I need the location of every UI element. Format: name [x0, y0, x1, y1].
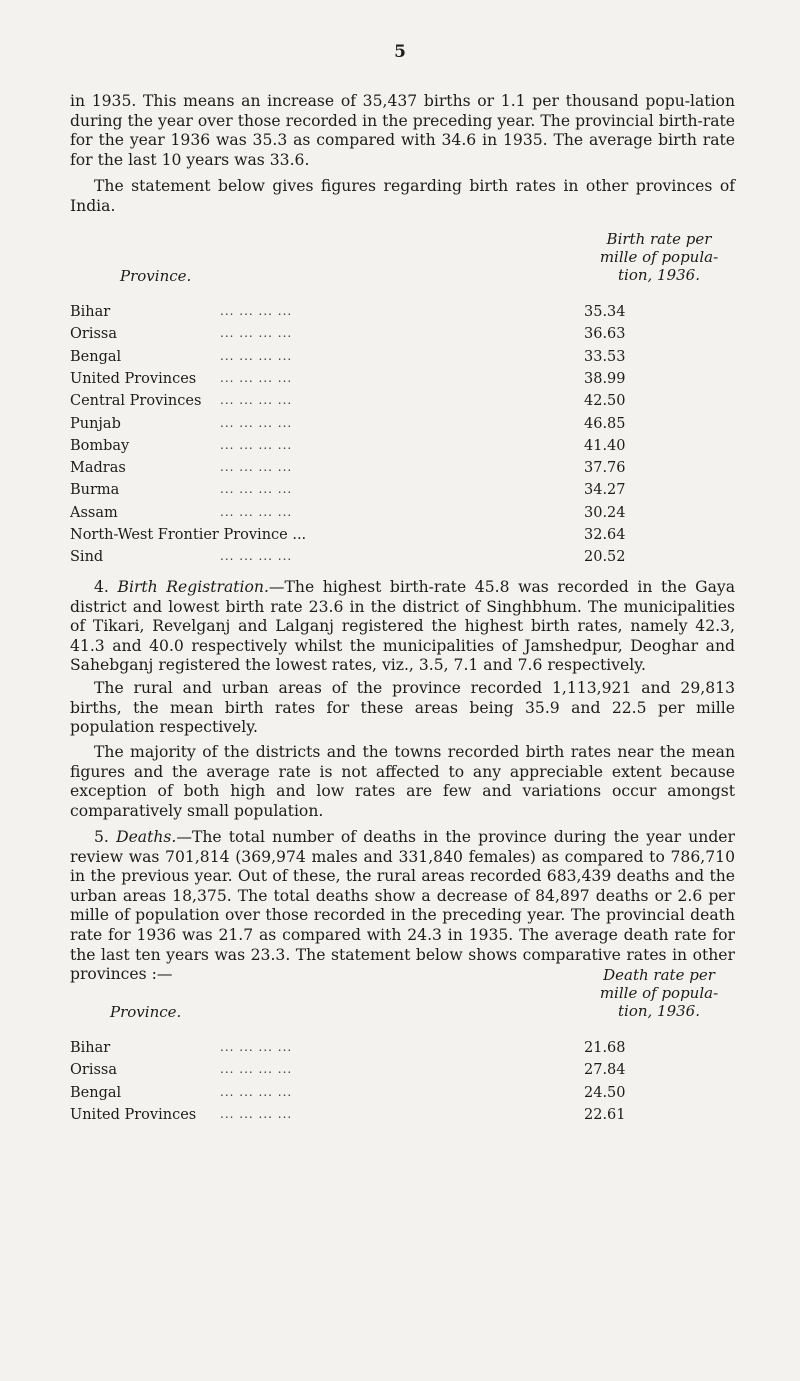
birth-province-name: Central Provinces — [70, 393, 202, 410]
section-5-title: Deaths. — [116, 828, 177, 846]
majority-text: The majority of the districts and the towns recorded birth rates near the mean figures and the average rate is not affected to any appreciable extent because exception of both high and low rates are few and variations occur amongst comparatively small population. — [70, 743, 735, 820]
birth-province-name: Sind — [70, 549, 104, 566]
dot-leader: ... ... ... ... — [220, 549, 293, 564]
death-province-name: Bengal — [70, 1084, 122, 1101]
dot-leader: ... ... ... ... — [220, 437, 293, 452]
birth-header-line-2: mille of popula- — [599, 248, 719, 266]
birth-rate-value: 38.99 — [584, 370, 626, 387]
birth-province-name: Madras — [70, 460, 126, 477]
table-row — [70, 1062, 670, 1084]
birth-province-name: Orissa — [70, 326, 117, 343]
birth-province-name: Bengal — [70, 348, 122, 365]
death-header-line-1: Death rate per — [603, 966, 715, 984]
table-row — [70, 349, 670, 371]
dot-leader: ... ... ... ... — [220, 1106, 293, 1121]
rural-urban-text: The rural and urban areas of the province recorded 1,113,921 and 29,813 births, the mean birth rates for these areas being 35.9 and 22.5 per mille population respectively. — [70, 679, 735, 737]
table-row — [70, 527, 670, 549]
birth-rate-value: 20.52 — [584, 549, 626, 566]
birth-rate-value: 42.50 — [584, 393, 626, 410]
table-row — [70, 482, 670, 504]
table-row — [70, 304, 670, 326]
section-4-text: —The highest birth-rate 45.8 was recorded in the Gaya district and lowest birth rate 23.6 in the district of Singhbhum. The municipalities of Tikari, Revelganj and Lalganj registered the highest birth rates, namely 42.3, 41.3 and 40.0 respectively whilst the municipalities of Jamshedpur, Deoghar and Sahebganj registered the lowest rates, viz., 3.5, 7.1 and 7.6 respectively. — [70, 578, 736, 675]
section-5-paragraph — [70, 828, 735, 985]
birth-rate-value: 32.64 — [584, 527, 626, 543]
birth-province-name: Punjab — [70, 415, 121, 432]
death-table-header-rate — [584, 966, 734, 1020]
death-table-header-province: Province. — [110, 1003, 182, 1021]
section-4-paragraph — [70, 578, 735, 676]
birth-rate-value: 37.76 — [584, 460, 626, 477]
birth-province-name: Bihar — [70, 304, 111, 320]
table-row — [70, 505, 670, 527]
dot-leader: ... ... ... ... — [220, 1084, 293, 1099]
birth-province-name: Assam — [70, 504, 118, 521]
section-5-number: 5. — [94, 828, 109, 846]
birth-header-line-1: Birth rate per — [606, 230, 712, 248]
dot-leader: ... ... ... ... — [220, 482, 293, 497]
birth-rate-value: 33.53 — [584, 348, 626, 365]
table-row — [70, 438, 670, 460]
table-row — [70, 416, 670, 438]
dot-leader: ... ... ... ... — [220, 415, 293, 430]
death-province-name: United Provinces — [70, 1106, 197, 1123]
paragraph-statement — [70, 177, 735, 216]
death-header-line-2: mille of popula- — [599, 984, 719, 1002]
section-4-title: Birth Registration. — [117, 578, 269, 596]
paragraph-rural-urban — [70, 679, 735, 738]
statement-text: The statement below gives figures regarding birth rates in other provinces of India. — [70, 177, 735, 215]
table-row — [70, 1040, 670, 1062]
table-row — [70, 1107, 670, 1129]
table-row — [70, 371, 670, 393]
death-header-line-3: tion, 1936. — [618, 1002, 700, 1020]
birth-province-name: Burma — [70, 482, 120, 499]
birth-rate-value: 46.85 — [584, 415, 626, 432]
death-province-name: Orissa — [70, 1062, 117, 1079]
dot-leader: ... ... ... ... — [220, 504, 293, 519]
paragraph-majority — [70, 743, 735, 821]
birth-rate-value: 41.40 — [584, 437, 626, 454]
dot-leader: ... ... ... ... — [220, 370, 293, 385]
section-4-number: 4. — [94, 578, 109, 596]
birth-rate-value: 34.27 — [584, 482, 626, 499]
table-row — [70, 393, 670, 415]
dot-leader: ... ... ... ... — [220, 1040, 293, 1054]
birth-province-name: United Provinces — [70, 370, 197, 387]
birth-rate-value: 30.24 — [584, 504, 626, 521]
birth-rate-value: 36.63 — [584, 326, 626, 343]
dot-leader: ... ... ... ... — [220, 348, 293, 363]
dot-leader: ... ... ... ... — [220, 326, 293, 341]
death-province-name: Bihar — [70, 1040, 111, 1056]
dot-leader: ... ... ... ... — [220, 460, 293, 475]
table-row — [70, 326, 670, 348]
section-5-text: —The total number of deaths in the province during the year under review was 701,814 (369,974 males and 331,840 females) as compared to 786,710 in the previous year. Out of these, the rural areas recorded 683,439 deaths and the urban areas 18,375. The total deaths show a decrease of 84,897 deaths or 2.6 per mille of population over those recorded in the preceding year. The provincial death rate for 1936 was 21.7 as compared with 24.3 in 1935. The average death rate for the last ten years was 23.3. The statement below shows comparative rates in other provinces :— — [70, 828, 735, 984]
table-row — [70, 460, 670, 482]
dot-leader: ... ... ... ... — [220, 1062, 293, 1077]
dot-leader: ... ... ... ... — [220, 304, 293, 318]
birth-province-name: Bombay — [70, 437, 130, 454]
death-rate-value: 24.50 — [584, 1084, 626, 1101]
birth-province-name: North-West Frontier Province ... — [70, 527, 307, 543]
birth-header-line-3: tion, 1936. — [618, 266, 700, 284]
death-rate-value: 22.61 — [584, 1106, 626, 1123]
page-number: 5 — [394, 42, 406, 62]
birth-table-header-province: Province. — [120, 267, 192, 285]
table-row — [70, 549, 670, 571]
birth-rate-value: 35.34 — [584, 304, 626, 320]
death-rate-value: 27.84 — [584, 1062, 626, 1079]
birth-table-header-rate — [584, 230, 734, 284]
table-row — [70, 1085, 670, 1107]
paragraph-intro: in 1935. This means an increase of 35,437 births or 1.1 per thousand popu-lation during the year over those recorded in the preceding year. The provincial birth-rate for the year 1936 was 35.3 as compared with 34.6 in 1935. The average birth rate for the last 10 years was 33.6. — [70, 92, 735, 169]
dot-leader: ... ... ... ... — [220, 393, 293, 408]
death-rate-value: 21.68 — [584, 1040, 626, 1056]
